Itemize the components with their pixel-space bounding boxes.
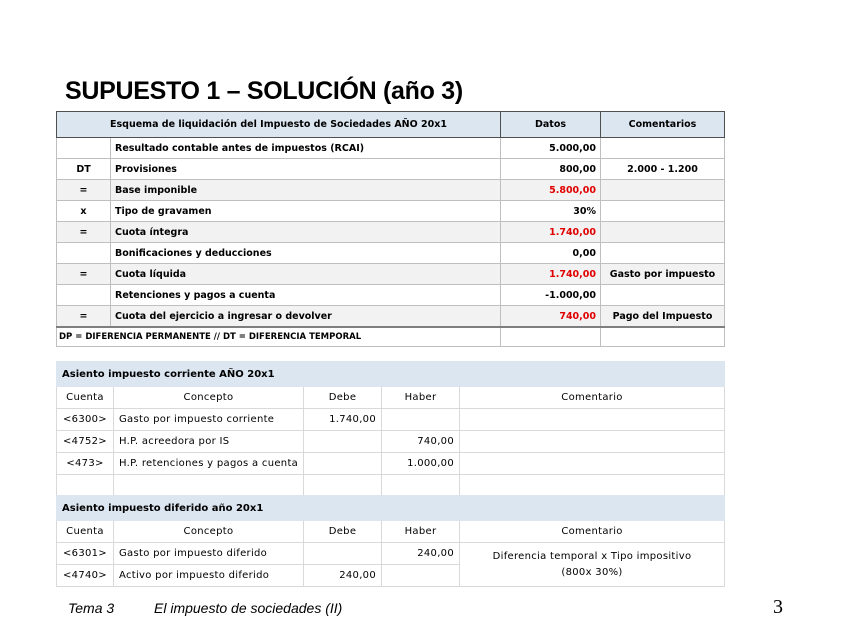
row-value: 1.740,00 [501,264,601,285]
footnote-empty-cell [601,327,725,347]
liquidacion-row [57,180,725,201]
row-label: Cuota íntegra [111,222,501,243]
empty-cell [57,475,114,497]
row-value: 5.800,00 [501,180,601,201]
debe-cell [304,543,382,565]
comentario-cell [460,409,725,431]
haber-cell: 240,00 [382,543,460,565]
header-comentarios: Comentarios [601,112,725,138]
table-row [57,431,725,453]
liquidacion-row [57,285,725,306]
row-comment [601,285,725,306]
row-symbol: = [57,222,111,243]
header-esquema: Esquema de liquidación del Impuesto de Sociedades AÑO 20x1 [57,112,501,138]
cuenta-cell: <6301> [57,543,114,565]
row-value: 5.000,00 [501,138,601,159]
liquidacion-row [57,201,725,222]
concepto-cell: H.P. retenciones y pagos a cuenta [114,453,304,475]
row-comment: Pago del Impuesto [601,306,725,328]
footer-tema: Tema 3 [68,600,115,616]
liquidacion-row [57,138,725,159]
row-symbol: DT [57,159,111,180]
asiento-corriente-table [56,361,725,497]
footer-subtitle: El impuesto de sociedades (II) [154,600,343,616]
row-label: Cuota del ejercicio a ingresar o devolver [111,306,501,328]
row-value: 0,00 [501,243,601,264]
row-symbol: = [57,306,111,328]
row-symbol: x [57,201,111,222]
asiento-corriente-header-row [57,387,725,409]
col-header-comentario: Comentario [460,387,725,409]
haber-cell: 740,00 [382,431,460,453]
liquidacion-header-row [57,112,725,138]
empty-cell [114,475,304,497]
liquidacion-row [57,159,725,180]
col-header-concepto: Concepto [114,521,304,543]
asiento-corriente-title: Asiento impuesto corriente AÑO 20x1 [57,362,725,387]
haber-cell [382,409,460,431]
row-value: 30% [501,201,601,222]
liquidacion-table [56,111,725,347]
col-header-cuenta: Cuenta [57,387,114,409]
comentario-cell [460,431,725,453]
comentario-line-2: (800x 30%) [561,566,623,578]
haber-cell [382,565,460,587]
row-comment [601,243,725,264]
page-number: 3 [773,596,783,618]
row-symbol [57,138,111,159]
cuenta-cell: <4752> [57,431,114,453]
row-comment [601,180,725,201]
table-row [57,543,725,565]
haber-cell: 1.000,00 [382,453,460,475]
row-label: Tipo de gravamen [111,201,501,222]
asiento-diferido-table [56,495,725,587]
row-label: Cuota líquida [111,264,501,285]
cuenta-cell: <473> [57,453,114,475]
row-label: Resultado contable antes de impuestos (RCAI) [111,138,501,159]
row-comment: Gasto por impuesto [601,264,725,285]
header-datos: Datos [501,112,601,138]
row-comment [601,201,725,222]
liquidacion-row [57,306,725,328]
cuenta-cell: <4740> [57,565,114,587]
footnote-empty-cell [501,327,601,347]
col-header-concepto: Concepto [114,387,304,409]
debe-cell [304,453,382,475]
empty-cell [382,475,460,497]
row-value: 1.740,00 [501,222,601,243]
liquidacion-row [57,264,725,285]
table-row-empty [57,475,725,497]
liquidacion-footnote-row [57,327,725,347]
debe-cell [304,431,382,453]
cuenta-cell: <6300> [57,409,114,431]
comentario-line-1: Diferencia temporal x Tipo impositivo [492,550,692,562]
row-comment [601,138,725,159]
concepto-cell: Gasto por impuesto corriente [114,409,304,431]
row-label: Retenciones y pagos a cuenta [111,285,501,306]
row-symbol: = [57,180,111,201]
concepto-cell: Gasto por impuesto diferido [114,543,304,565]
col-header-haber: Haber [382,521,460,543]
row-comment [601,222,725,243]
row-label: Bonificaciones y deducciones [111,243,501,264]
debe-cell: 1.740,00 [304,409,382,431]
table-row [57,453,725,475]
empty-cell [460,475,725,497]
row-symbol [57,285,111,306]
liquidacion-row [57,243,725,264]
col-header-debe: Debe [304,387,382,409]
liquidacion-row [57,222,725,243]
row-comment: 2.000 - 1.200 [601,159,725,180]
concepto-cell: H.P. acreedora por IS [114,431,304,453]
concepto-cell: Activo por impuesto diferido [114,565,304,587]
asiento-diferido-header-row [57,521,725,543]
row-value: 800,00 [501,159,601,180]
row-label: Provisiones [111,159,501,180]
row-value: 740,00 [501,306,601,328]
col-header-cuenta: Cuenta [57,521,114,543]
asiento-diferido-title: Asiento impuesto diferido año 20x1 [57,496,725,521]
debe-cell: 240,00 [304,565,382,587]
comentario-cell [460,543,725,587]
col-header-haber: Haber [382,387,460,409]
asiento-diferido-title-row [57,496,725,521]
row-symbol: = [57,264,111,285]
table-row [57,409,725,431]
col-header-debe: Debe [304,521,382,543]
empty-cell [304,475,382,497]
col-header-comentario: Comentario [460,521,725,543]
row-value: -1.000,00 [501,285,601,306]
asiento-corriente-title-row [57,362,725,387]
row-symbol [57,243,111,264]
slide-title: SUPUESTO 1 – SOLUCIÓN (año 3) [65,77,463,105]
row-label: Base imponible [111,180,501,201]
comentario-cell [460,453,725,475]
footnote: DP = DIFERENCIA PERMANENTE // DT = DIFERENCIA TEMPORAL [57,327,501,347]
